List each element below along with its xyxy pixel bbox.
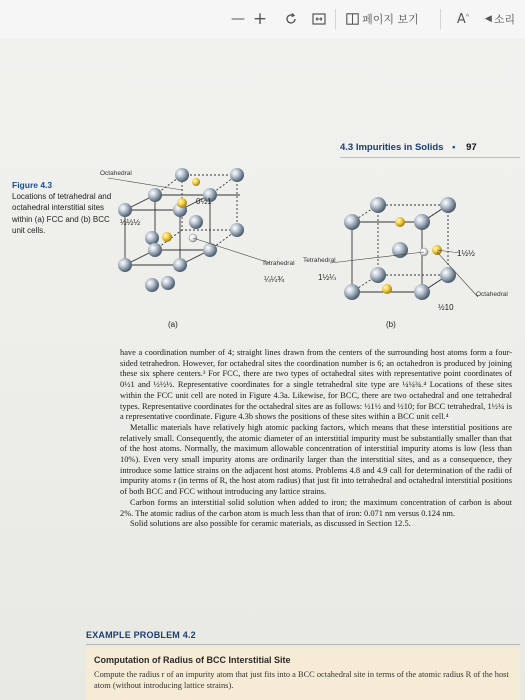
- plus-icon: +: [252, 9, 268, 29]
- minus-icon: —: [231, 11, 245, 27]
- example-heading: EXAMPLE PROBLEM 4.2: [86, 630, 196, 640]
- paragraph-2: Metallic materials have relatively high atomic packing factors, which means that these interstitial positions are relatively small. Consequently, the atomic diameter of an interstitial impurity must be substantially smaller than that of the host atoms. Normally, the maximum allowable concentration of interstitial impurity atoms is low (less than 10%). Even very small impurity atoms are ordinarily larger than the interstitial sites, and as a consequence, they introduce some lattice strains on the adjacent host atoms. Problems 4.8 and 4.9 call for determination of the radii of impurity atoms r (in terms of R, the host atom radius) that just fit into tetrahedral and octahedral interstitial positions of both BCC and FCC without introducing any lattice strains.: [120, 422, 512, 497]
- figure-caption-text: Locations of tetrahedral and octahedral interstitial sites within (a) FCC and (b) BCC unit cells.: [12, 191, 112, 235]
- read-aloud-label: 소리: [493, 13, 516, 26]
- figure-number: Figure 4.3: [12, 180, 53, 190]
- header-bullet: •: [452, 142, 456, 153]
- body-text: [120, 348, 512, 530]
- coord-label-b-oct: ½10: [438, 303, 454, 312]
- tetrahedral-label-a: Tetrahedral: [262, 260, 295, 267]
- font-size-button[interactable]: A ᴬ: [456, 11, 470, 27]
- coord-label-b-tet: 1½¼: [318, 273, 336, 282]
- subfigure-label-b: (b): [386, 320, 396, 329]
- bcc-octahedral-sites: [382, 217, 442, 294]
- page-number: 97: [466, 142, 477, 153]
- font-size-icon: A: [456, 11, 466, 27]
- example-title: Computation of Radius of BCC Interstitial Site: [94, 655, 291, 665]
- fcc-unit-cell: [125, 175, 240, 265]
- paragraph-4: Solid solutions are also possible for ceramic materials, as discussed in Section 12.5.: [130, 519, 411, 529]
- speaker-icon: ◀: [484, 14, 492, 24]
- paragraph-3: Carbon forms an interstitial solid solution when added to iron; the maximum concentration of carbon is about 2%. The atomic radius of the carbon atom is much less than that of iron: 0.071 nm versus 0.124 nm.: [120, 497, 512, 518]
- subfigure-label-a: (a): [168, 320, 178, 329]
- octahedral-label-a: Octahedral: [100, 170, 132, 177]
- example-rule: [86, 644, 520, 645]
- section-title: 4.3 Impurities in Solids: [340, 142, 444, 153]
- coord-label-b-right: 1½½: [457, 249, 475, 258]
- octahedral-label-b: Octahedral: [476, 291, 508, 298]
- coord-label-a-left: ½½½: [120, 218, 141, 227]
- example-text: Compute the radius r of an impurity atom that just fits into a BCC octahedral site in terms of the atomic radius R of the host atom (without introducing lattice strains).: [94, 670, 509, 690]
- page-view-label: 페이지 보기: [362, 13, 419, 26]
- paragraph-1: have a coordination number of 4; straight lines drawn from the centers of the surrounding host atoms form a four-sided tetrahedron. However, for octahedral sites the coordination number is 6; an octahedron is produced by joining these six sphere centers.³ For FCC, there are two types of octahedral sites with representative point coordinates of 0½1 and ½½½. Representative coordinates for a single tetrahedral site type are ¼¼¾.⁴ Locations of these sites within the FCC unit cell are noted in Figure 4.3a. Likewise, for BCC, there are two octahedral and one tetrahedral types. Representative coordinates for the octahedral sites are as follows: ½1½ and ½10; for BCC tetrahedral, 1½¼ is a representative coordinate. Figure 4.3b shows the positions of these sites within a BCC unit cell.⁴: [120, 348, 512, 422]
- coord-label-a-top: 0½1: [196, 197, 212, 206]
- coord-label-a-tet: ¼¼¾: [264, 275, 285, 284]
- tetrahedral-label-b: Tetrahedral: [303, 257, 336, 264]
